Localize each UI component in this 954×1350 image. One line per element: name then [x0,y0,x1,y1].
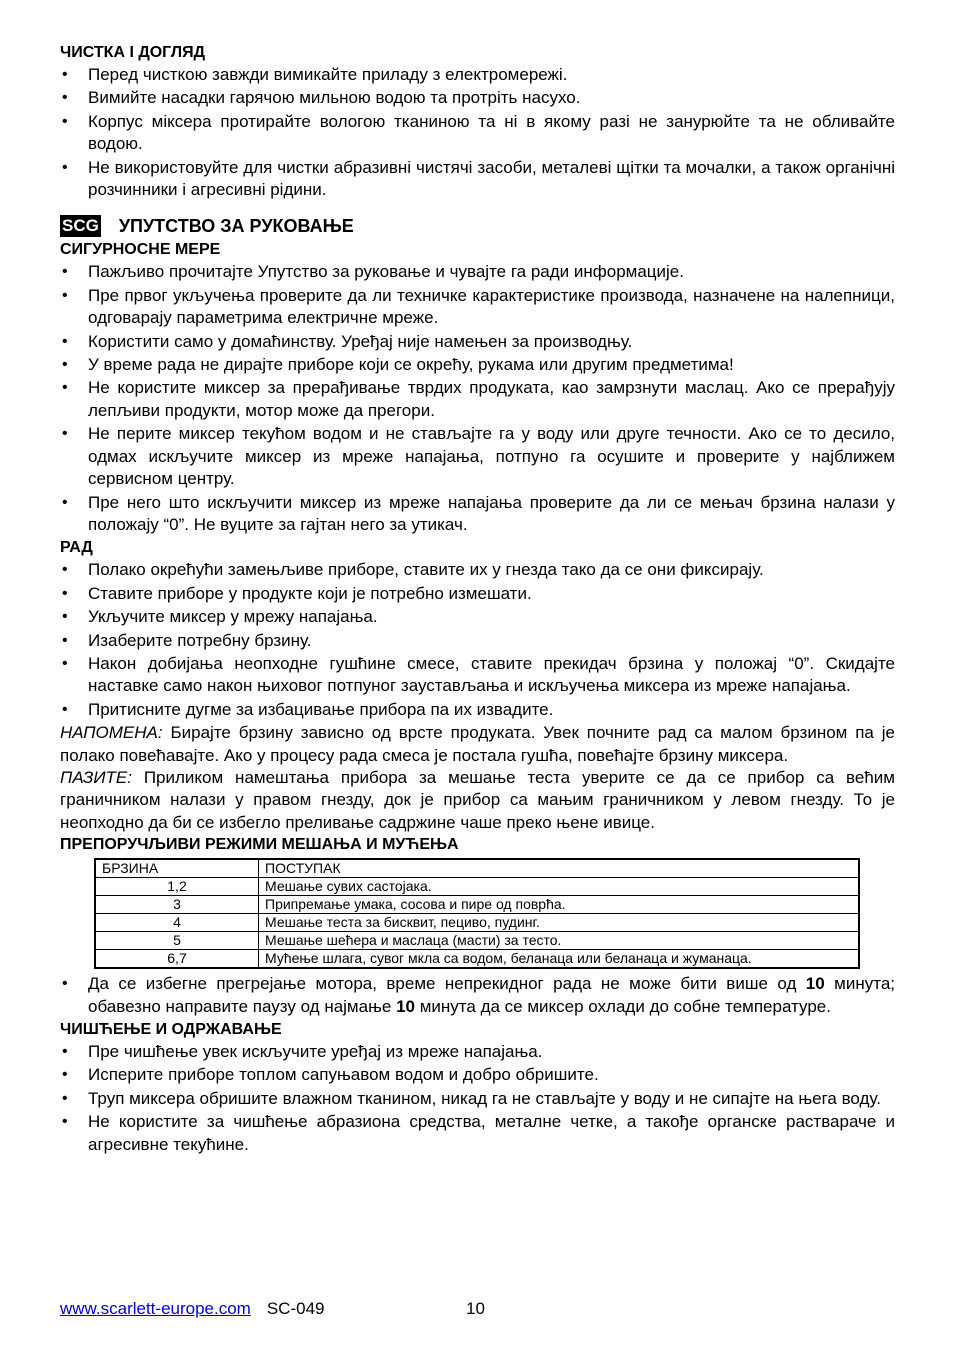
procedure-cell: Припремање умака, сосова и пире од поврћа. [259,896,860,914]
procedure-cell: Мешање сувих састојака. [259,878,860,896]
list-item: • Пре чишћење увек искључите уређај из мреже напајања. [60,1041,895,1063]
list-item [60,973,895,1018]
ua-cleaning-heading: ЧИСТКА І ДОГЛЯД [60,44,205,61]
page-number: 10 [466,1299,485,1318]
cleaning-list [60,1041,895,1156]
table-row [95,932,859,950]
work-list [60,559,895,721]
list-item: • Пажљиво прочитајте Упутство за руковање и чувајте га ради информације. [60,261,895,283]
procedure-cell: Мешање теста за бисквит, пециво, пудинг. [259,914,860,932]
document-page [60,42,895,1157]
table-row [95,950,859,969]
list-item: • Корпус міксера протирайте вологою тканиною та ні в якому разі не занурюйте та не обливайте водою. [60,111,895,156]
table-row [95,878,859,896]
column-header-speed: БРЗИНА [95,859,259,878]
list-item: • Након добијања неопходне гушћине смесе, ставите прекидач брзина у положај “0”. Скидајте наставке само након њиховог потпуног заустављања и искључења миксера из мреже напајања. [60,653,895,698]
note-paragraph [60,722,895,767]
cleaning-heading: ЧИШЋЕЊЕ И ОДРЖАВАЊЕ [60,1021,282,1038]
safety-heading: СИГУРНОСНЕ МЕРЕ [60,241,221,259]
note-text: Бирајте брзину зависно од врсте продуката. Увек почните рад са малом брзином па је полако повећавајте. Ако у процесу рада смеса је постала гушћа, повећајте брзину миксера. [60,723,895,765]
table-row [95,914,859,932]
list-item: • Пре него што искључити миксер из мреже напајања проверите да ли се мењач брзина налази у положају “0”. Не вуците за гајтан него за утикач. [60,492,895,537]
list-item: • Ставите приборе у продукте који је потребно измешати. [60,583,895,605]
list-item: • Полако окрећући замењљиве приборе, ставите их у гнезда тако да се они фиксирају. [60,559,895,581]
caution-text: Приликом намештања прибора за мешање теста уверите се да се прибор са већим граничником налази у правом гнезду, док је прибор са мањим граничником у левом гнезду. То је неопходно да би се избегло преливање садржине чаше преко њене ивице. [60,767,895,832]
language-tag: SCG [62,216,99,236]
list-item: • Не користите миксер за прерађивање тврдих продуката, као замрзнути маслац. Ако се прерађују лепљиви продукти, мотор може да прегори. [60,377,895,422]
speed-cell: 6,7 [95,950,259,969]
ua-cleaning-list [60,64,895,201]
overheat-minutes-1: 10 [805,974,825,994]
list-item: • Перед чисткою завжди вимикайте приладу з електромережі. [60,64,895,86]
list-item: • Не перите миксер текућом водом и не стављајте га у воду или друге течности. Ако се то десило, одмах искључите миксер из мреже напајања, потпуно га осушите и проверите у најближем сервисном центру. [60,423,895,490]
note-label: НАПОМЕНА: [60,723,163,743]
table-row [95,896,859,914]
overheat-text-3: минута да се миксер охлади до собне температуре. [415,996,831,1016]
work-heading: РАД [60,539,93,557]
list-item: • У време рада не дирајте приборе који се окрећу, рукама или другим предметима! [60,354,895,376]
list-item: • Укључите миксер у мрежу напајања. [60,606,895,628]
procedure-cell: Мућење шлага, сувог мкла са водом, беланаца или беланаца и жуманаца. [259,950,860,969]
procedure-cell: Мешање шећера и маслаца (масти) за тесто. [259,932,860,950]
list-item: • Не користите за чишћење абразиона средства, металне четке, а такође органске раствараче и агресивне текућине. [60,1111,895,1156]
list-item: • Користити само у домаћинству. Уређај није намењен за производњу. [60,331,895,353]
column-header-procedure: ПОСТУПАК [259,859,860,878]
speed-modes-table [94,858,860,969]
caution-paragraph [60,767,895,834]
list-item: • Вимийте насадки гарячою мильною водою та протріть насухо. [60,87,895,109]
speed-cell: 1,2 [95,878,259,896]
list-item: • Притисните дугме за избацивање прибора па их извадите. [60,699,895,721]
speed-cell: 5 [95,932,259,950]
list-item: • Труп миксера обришите влажном тканином, никад га не стављајте у воду и не сипајте на њега воду. [60,1088,895,1110]
section-title: УПУТСТВО ЗА РУКОВАЊЕ [118,215,354,236]
list-item: • Исперите приборе топлом сапуњавом водом и добро обришите. [60,1064,895,1086]
list-item: • Не використовуйте для чистки абразивні чистячі засоби, металеві щітки та мочалки, а також органічні розчинники і агресивні рідини. [60,157,895,202]
safety-list [60,261,895,536]
modes-heading: ПРЕПОРУЧЉИВИ РЕЖИМИ МЕШАЊА И МУЋЕЊА [60,836,459,854]
speed-cell: 3 [95,896,259,914]
model-number: SC-049 [266,1299,325,1318]
list-item: • Изаберите потребну брзину. [60,630,895,652]
overheat-text-2: минута; обавезно направите паузу од најмање [88,974,895,1016]
speed-cell: 4 [95,914,259,932]
table-header-row [95,859,859,878]
overheat-text-1: Да се избегне прегрејање мотора, време непрекидног рада не може бити више од [88,974,806,994]
caution-label: ПАЗИТЕ: [60,767,132,787]
scg-section-header [60,213,895,239]
page-footer [60,1299,485,1319]
website-link[interactable]: www.scarlett-europe.com [60,1299,251,1318]
list-item: • Пре првог укључења проверите да ли техничке карактеристике производа, назначене на налепници, одговарају параметрима електричне мреже. [60,285,895,330]
overheat-list [60,973,895,1018]
overheat-minutes-2: 10 [396,996,415,1016]
